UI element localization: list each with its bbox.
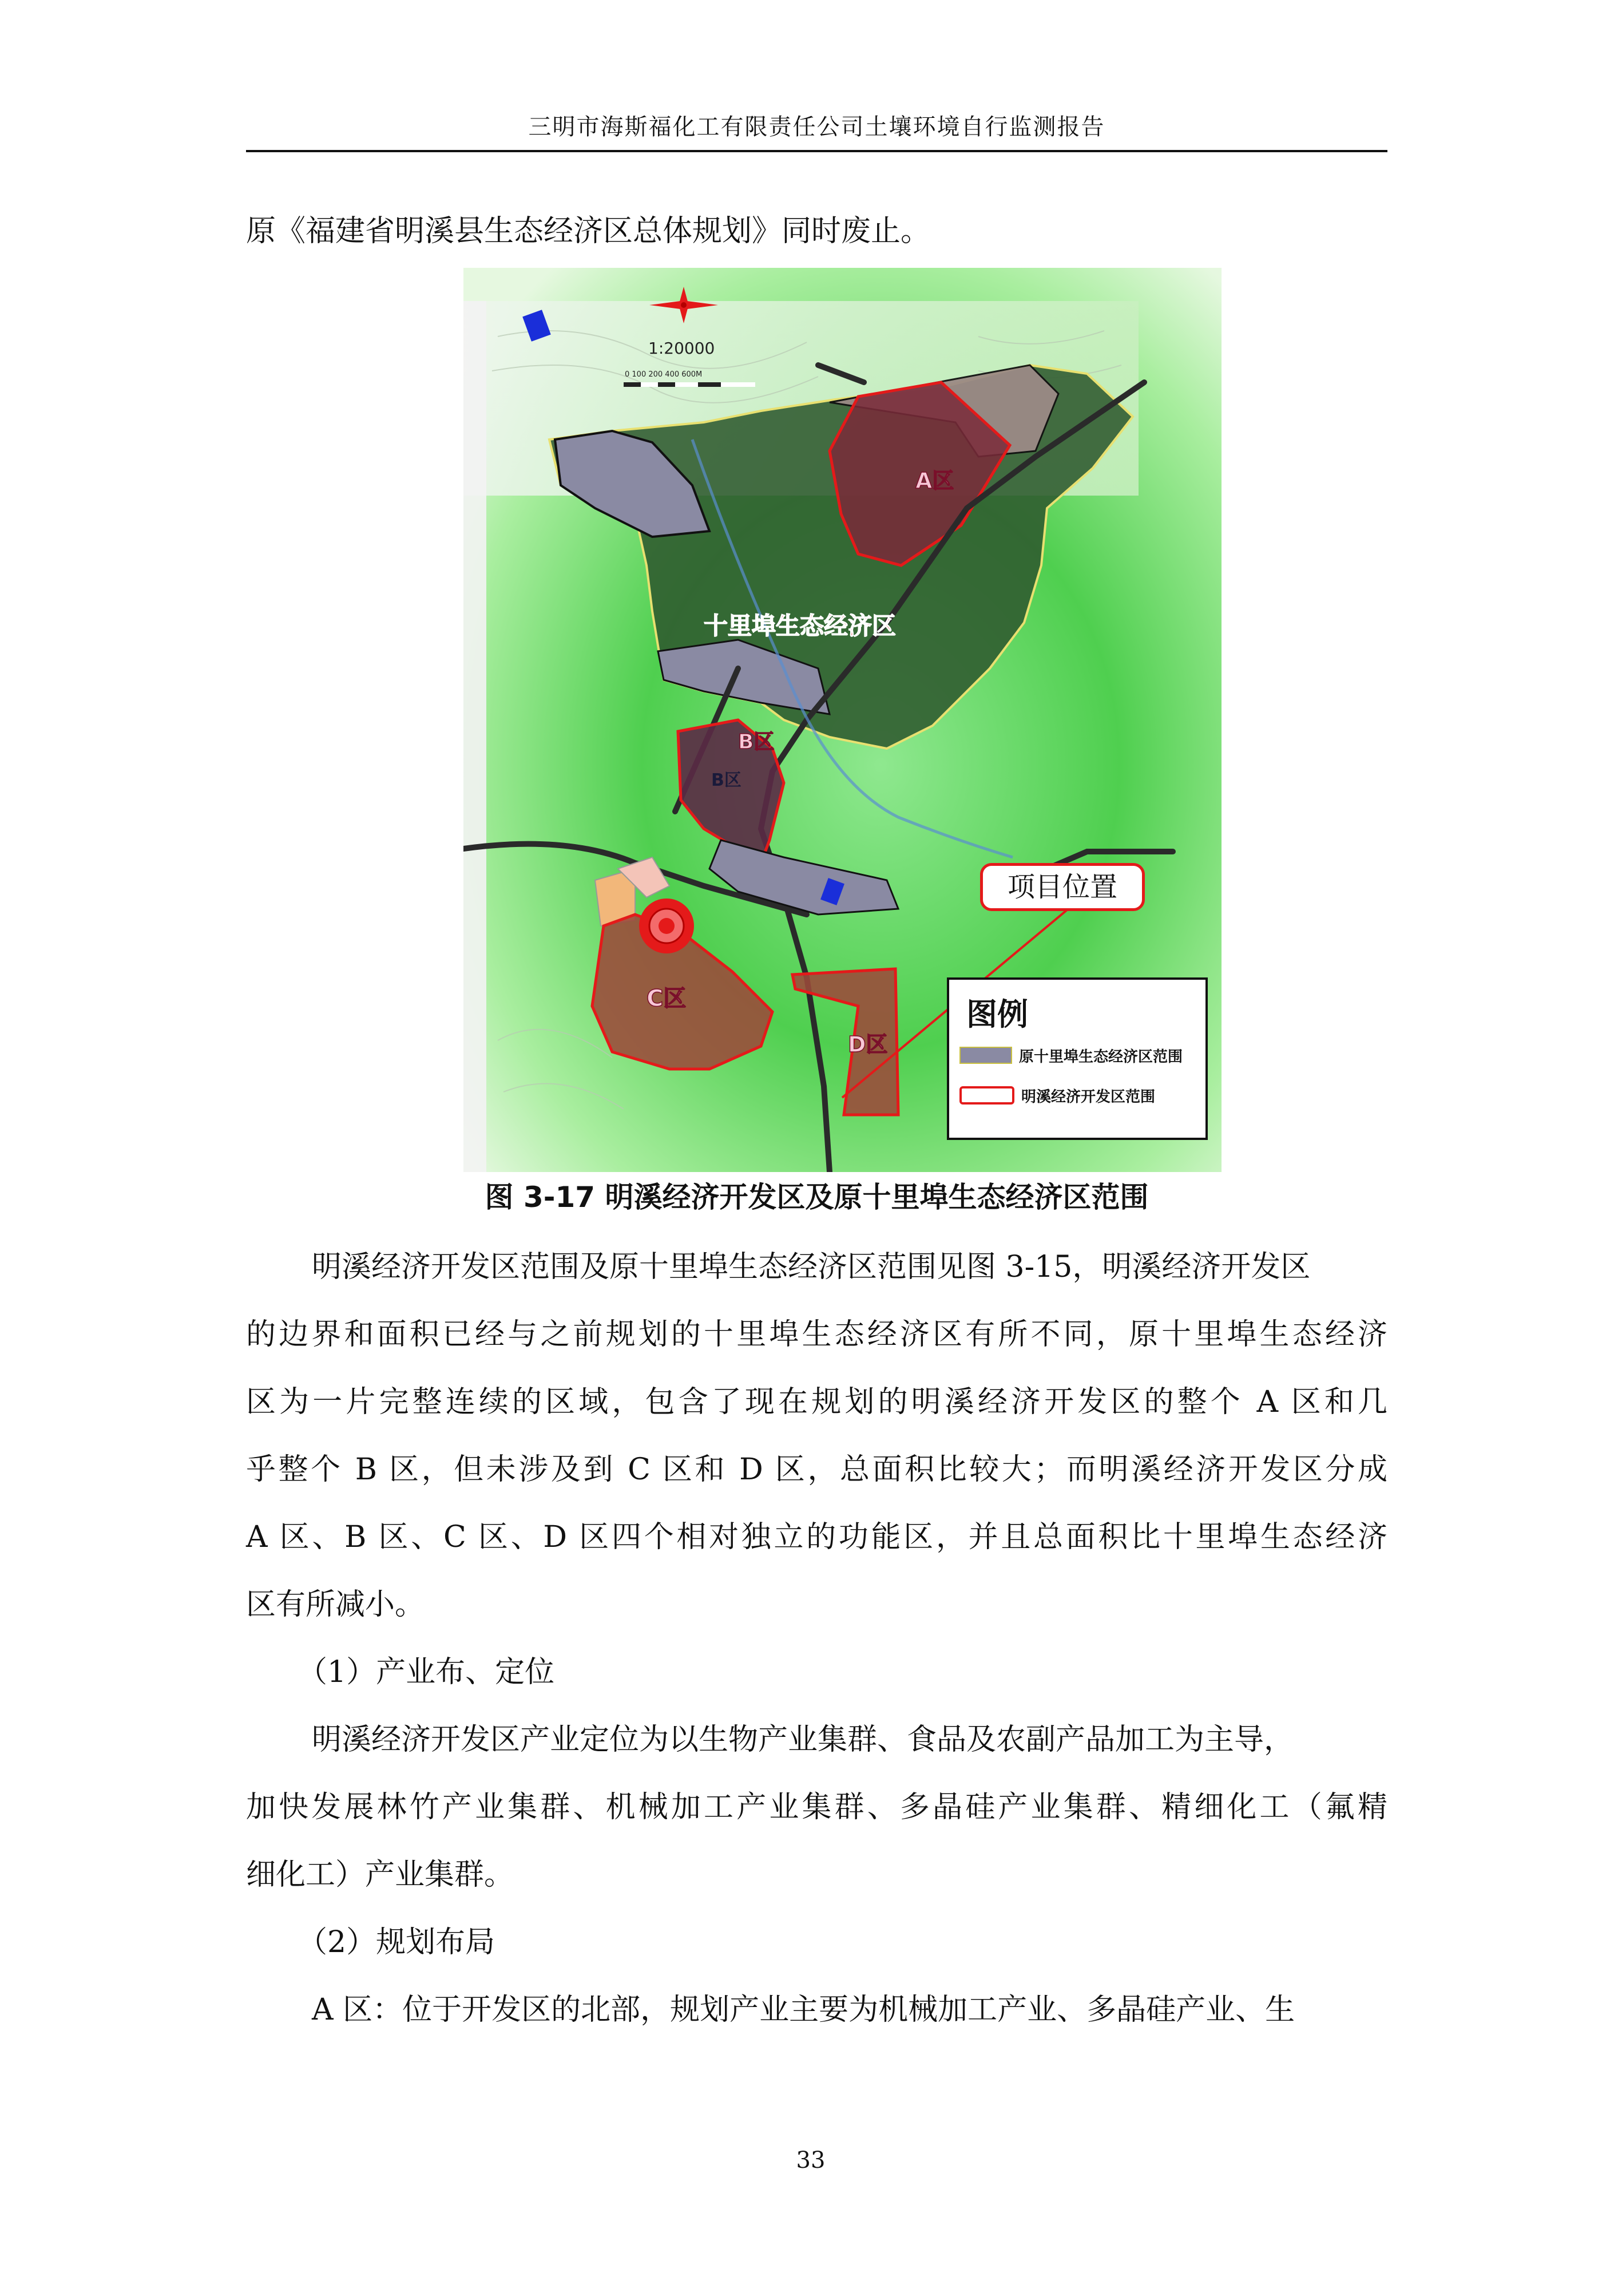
- sun-emblem: [639, 898, 694, 953]
- zone-b-inner-label: B区: [711, 770, 741, 790]
- legend-swatch-gray: [959, 1047, 1012, 1064]
- eco-zone-label: 十里埠生态经济区: [704, 612, 897, 640]
- legend-title: 图例: [966, 996, 1028, 1032]
- body-line-5: A 区、B 区、C 区、D 区四个相对独立的功能区，并且总面积比十里埠生态经济: [246, 1520, 1387, 1554]
- legend-label-dev-zone: 明溪经济开发区范围: [1021, 1088, 1156, 1106]
- legend-label-original-zone: 原十里埠生态经济区范围: [1019, 1048, 1183, 1066]
- section-1-heading: （1）产业布、定位: [298, 1655, 555, 1689]
- page-number: 33: [796, 2147, 826, 2174]
- legend: [947, 977, 1208, 1140]
- zone-d-label: D区: [848, 1032, 888, 1057]
- section-1-line-2: 加快发展林竹产业集群、机械加工产业集群、多晶硅产业集群、精细化工（氟精: [246, 1790, 1387, 1824]
- scale-bar: [624, 382, 755, 387]
- scale-label: 1:20000: [648, 339, 715, 358]
- figure-caption: 图 3-17 明溪经济开发区及原十里埠生态经济区范围: [485, 1181, 1149, 1214]
- legend-swatch-red: [959, 1086, 1014, 1105]
- body-line-2: 的边界和面积已经与之前规划的十里埠生态经济区有所不同，原十里埠生态经济: [246, 1317, 1387, 1352]
- scale-ticks: 0 100 200 400 600M: [625, 370, 703, 379]
- map-figure: [463, 268, 1222, 1172]
- section-2-line-1: A 区：位于开发区的北部，规划产业主要为机械加工产业、多晶硅产业、生: [312, 1993, 1295, 2027]
- body-line-4: 乎整个 B 区，但未涉及到 C 区和 D 区，总面积比较大；而明溪经济开发区分成: [246, 1452, 1387, 1487]
- zone-b-outer-label: B区: [738, 730, 775, 754]
- page-header: 三明市海斯福化工有限责任公司土壤环境自行监测报告: [528, 114, 1105, 140]
- callout-box: 项目位置: [980, 863, 1145, 911]
- zone-a-label: A区: [915, 468, 954, 493]
- body-line-3: 区为一片完整连续的区域，包含了现在规划的明溪经济开发区的整个 A 区和几: [246, 1385, 1387, 1419]
- section-1-line-1: 明溪经济开发区产业定位为以生物产业集群、食品及农副产品加工为主导，: [312, 1723, 1294, 1757]
- zone-c-label: C区: [647, 985, 687, 1012]
- legend-item-original-zone: [959, 1044, 1183, 1067]
- intro-line: 原《福建省明溪县生态经济区总体规划》同时废止。: [246, 214, 931, 248]
- section-2-heading: （2）规划布局: [298, 1925, 495, 1959]
- map-left-strip: [463, 301, 486, 1172]
- section-1-line-3: 细化工）产业集群。: [246, 1858, 514, 1892]
- legend-item-dev-zone: [959, 1084, 1155, 1107]
- header-rule: [246, 150, 1387, 152]
- body-line-1: 明溪经济开发区范围及原十里埠生态经济区范围见图 3-15，明溪经济开发区: [312, 1250, 1311, 1284]
- body-line-6: 区有所减小。: [246, 1588, 425, 1622]
